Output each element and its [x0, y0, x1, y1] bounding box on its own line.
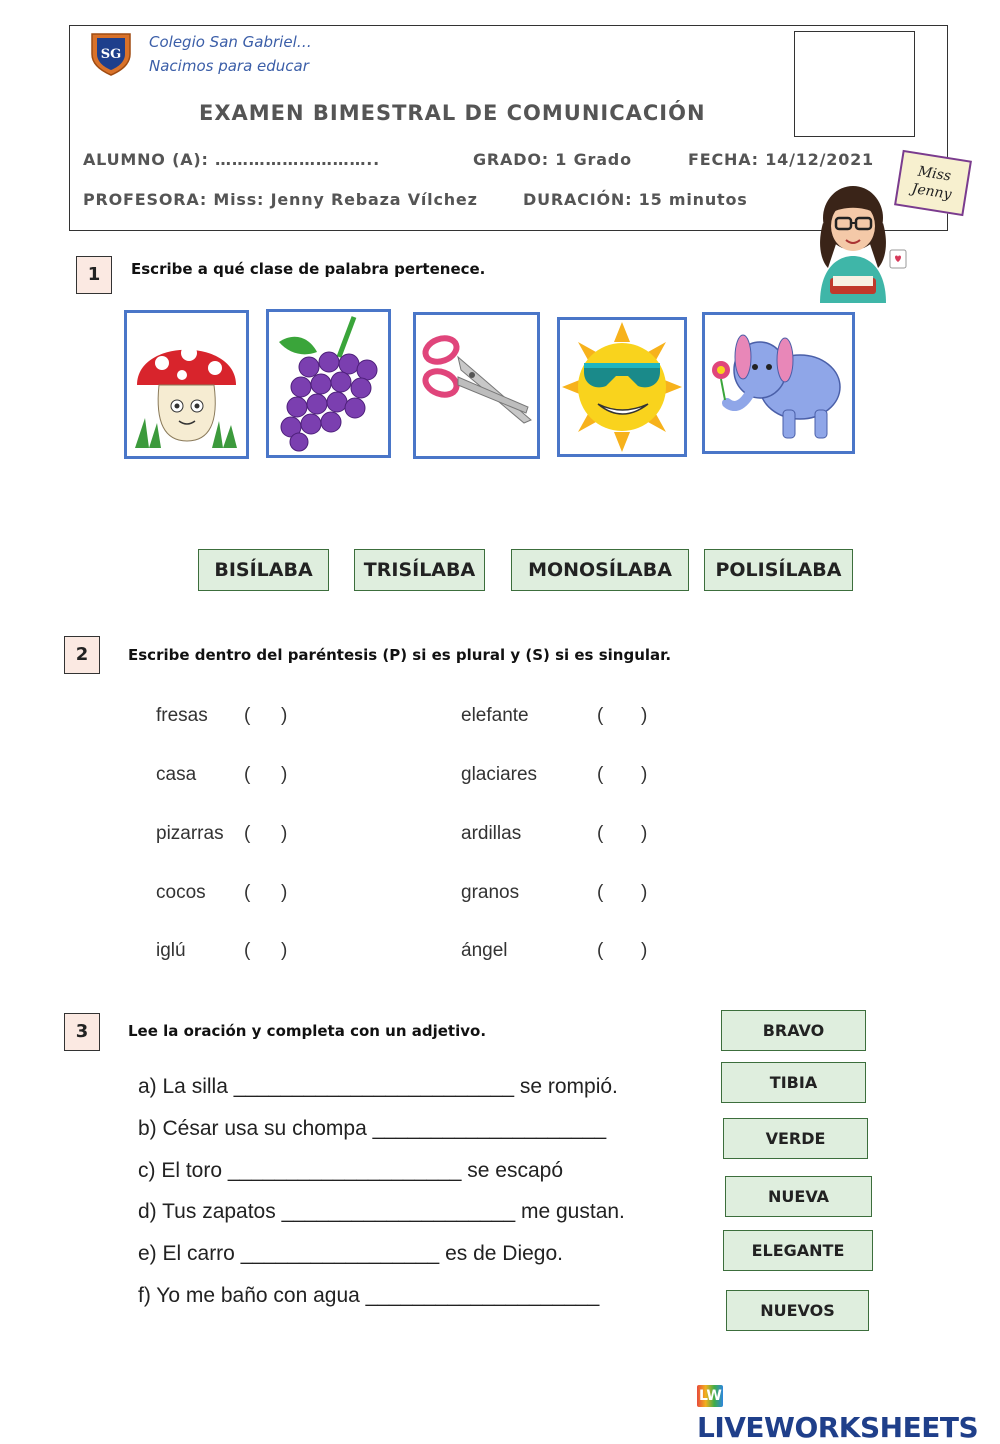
question-1-instruction: Escribe a qué clase de palabra pertenece.: [131, 260, 486, 278]
paren-open: (: [597, 705, 604, 726]
option-bisilaba[interactable]: BISÍLABA: [198, 549, 329, 591]
word-granos: granos: [461, 882, 520, 903]
word-casa: casa: [156, 764, 197, 785]
logo-letters: SG: [100, 47, 122, 62]
adjective-tibia[interactable]: TIBIA: [721, 1062, 866, 1103]
sentence-f[interactable]: f) Yo me baño con agua ____________________: [138, 1284, 600, 1307]
lw-badge: LW: [697, 1385, 723, 1407]
paren-close: ): [281, 882, 288, 903]
photo-box: [794, 31, 915, 137]
word-angel: ángel: [461, 940, 508, 961]
answer-pizarras[interactable]: [256, 823, 278, 847]
answer-casa[interactable]: [256, 764, 278, 788]
paren-open: (: [244, 705, 251, 726]
paren-open: (: [244, 940, 251, 961]
sentence-c[interactable]: c) El toro ____________________ se escapó: [138, 1159, 564, 1182]
answer-glaciares[interactable]: [610, 764, 638, 788]
paren-close: ): [641, 882, 648, 903]
answer-angel[interactable]: [610, 940, 638, 964]
elephant-icon: [705, 315, 852, 451]
paren-open: (: [244, 764, 251, 785]
paren-open: (: [244, 823, 251, 844]
sentence-b[interactable]: b) César usa su chompa ____________________: [138, 1117, 607, 1140]
image-box-scissors[interactable]: [413, 312, 540, 459]
date-label: FECHA: 14/12/2021: [688, 150, 874, 169]
exam-title: EXAMEN BIMESTRAL DE COMUNICACIÓN: [199, 101, 706, 125]
student-field[interactable]: ALUMNO (A): ………………………..: [83, 150, 381, 169]
mushroom-icon: [127, 313, 246, 456]
paren-close: ): [641, 940, 648, 961]
school-motto: Nacimos para educar: [149, 57, 309, 75]
paren-open: (: [244, 882, 251, 903]
word-elefante: elefante: [461, 705, 529, 726]
word-cocos: cocos: [156, 882, 206, 903]
paren-open: (: [597, 940, 604, 961]
question-3-number: 3: [64, 1013, 100, 1051]
sun-icon: [560, 320, 684, 454]
image-box-grapes[interactable]: [266, 309, 391, 458]
option-polisilaba[interactable]: POLISÍLABA: [704, 549, 853, 591]
duration-label: DURACIÓN: 15 minutos: [523, 190, 748, 209]
word-iglu: iglú: [156, 940, 186, 961]
paren-close: ): [281, 764, 288, 785]
paren-open: (: [597, 764, 604, 785]
paren-close: ): [281, 823, 288, 844]
question-2-number: 2: [64, 636, 100, 674]
liveworksheets-logo: [697, 1378, 1000, 1444]
word-glaciares: glaciares: [461, 764, 538, 785]
answer-granos[interactable]: [610, 882, 638, 906]
image-box-elephant[interactable]: [702, 312, 855, 454]
option-trisilaba[interactable]: TRISÍLABA: [354, 549, 485, 591]
image-box-sun[interactable]: [557, 317, 687, 457]
adjective-bravo[interactable]: BRAVO: [721, 1010, 866, 1051]
adjective-nueva[interactable]: NUEVA: [725, 1176, 872, 1217]
sentence-d[interactable]: d) Tus zapatos ____________________ me gustan.: [138, 1200, 625, 1223]
answer-iglu[interactable]: [256, 940, 278, 964]
grapes-icon: [269, 312, 388, 455]
grade-label: GRADO: 1 Grado: [473, 150, 632, 169]
answer-fresas[interactable]: [256, 705, 278, 729]
paren-open: (: [597, 882, 604, 903]
adjective-nuevos[interactable]: NUEVOS: [726, 1290, 869, 1331]
school-name: Colegio San Gabriel…: [149, 33, 312, 51]
school-logo: [88, 30, 134, 76]
sentence-e[interactable]: e) El carro _________________ es de Diego.: [138, 1242, 563, 1265]
question-3-instruction: Lee la oración y completa con un adjetivo.: [128, 1022, 487, 1040]
teacher-illustration: [808, 178, 908, 303]
word-fresas: fresas: [156, 705, 208, 726]
paren-close: ): [641, 705, 648, 726]
word-pizarras: pizarras: [156, 823, 224, 844]
scissors-icon: [416, 315, 537, 456]
brand-name: LIVEWORKSHEETS: [697, 1411, 979, 1444]
teacher-label: PROFESORA: Miss: Jenny Rebaza Vílchez: [83, 190, 478, 209]
paren-open: (: [597, 823, 604, 844]
paren-close: ): [281, 940, 288, 961]
answer-elefante[interactable]: [610, 705, 638, 729]
answer-ardillas[interactable]: [610, 823, 638, 847]
paren-close: ): [641, 823, 648, 844]
sentence-a[interactable]: a) La silla ________________________ se rompió.: [138, 1075, 618, 1098]
adjective-elegante[interactable]: ELEGANTE: [723, 1230, 873, 1271]
question-1-number: 1: [76, 256, 112, 294]
note-line-2: Jenny: [910, 180, 953, 203]
question-2-instruction: Escribe dentro del paréntesis (P) si es plural y (S) si es singular.: [128, 646, 672, 664]
adjective-verde[interactable]: VERDE: [723, 1118, 868, 1159]
note-line-1: Miss: [916, 163, 953, 185]
option-monosilaba[interactable]: MONOSÍLABA: [511, 549, 689, 591]
paren-close: ): [281, 705, 288, 726]
paren-close: ): [641, 764, 648, 785]
word-ardillas: ardillas: [461, 823, 522, 844]
answer-cocos[interactable]: [256, 882, 278, 906]
image-box-mushroom[interactable]: [124, 310, 249, 459]
